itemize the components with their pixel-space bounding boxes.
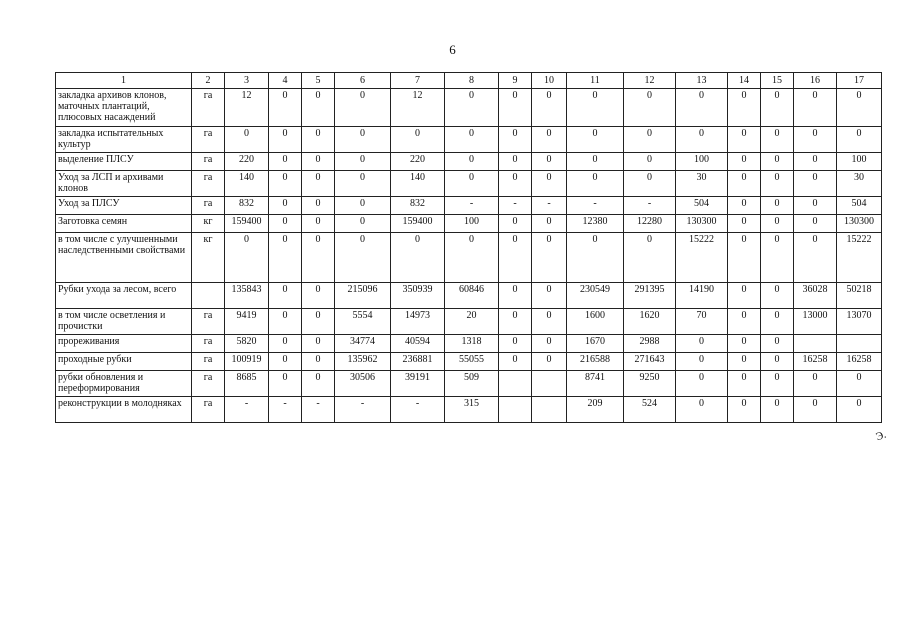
table-cell: 0	[728, 197, 761, 215]
unit-cell: га	[192, 153, 225, 171]
table-cell: 0	[391, 233, 445, 283]
table-cell: 0	[624, 127, 676, 153]
table-cell: 0	[761, 371, 794, 397]
table-cell: 0	[335, 153, 391, 171]
table-cell: -	[499, 197, 532, 215]
table-cell: 0	[445, 153, 499, 171]
unit-cell: га	[192, 171, 225, 197]
table-cell: 140	[225, 171, 269, 197]
table-cell: 0	[225, 233, 269, 283]
table-cell: 0	[335, 171, 391, 197]
table-cell: 8685	[225, 371, 269, 397]
table-cell: 0	[532, 89, 567, 127]
table-cell: -	[445, 197, 499, 215]
table-cell: 40594	[391, 335, 445, 353]
row-label: Уход за ПЛСУ	[56, 197, 192, 215]
table-cell: -	[225, 397, 269, 423]
table-cell: 0	[676, 353, 728, 371]
table-cell: 0	[269, 127, 302, 153]
table-cell: 100919	[225, 353, 269, 371]
table-cell: 15222	[676, 233, 728, 283]
table-cell: 0	[302, 335, 335, 353]
row-label: рубки обновления и переформирования	[56, 371, 192, 397]
table-row	[56, 397, 882, 423]
table-cell: 100	[676, 153, 728, 171]
column-header: 6	[335, 73, 391, 89]
table-cell: 0	[532, 309, 567, 335]
table-row	[56, 371, 882, 397]
unit-cell: га	[192, 397, 225, 423]
table-cell: 0	[532, 335, 567, 353]
table-cell: 0	[302, 127, 335, 153]
column-header: 4	[269, 73, 302, 89]
column-header: 15	[761, 73, 794, 89]
table-cell: 0	[761, 335, 794, 353]
table-cell: 0	[728, 335, 761, 353]
table-cell: 0	[499, 89, 532, 127]
column-header: 3	[225, 73, 269, 89]
table-cell	[499, 371, 532, 397]
table-cell: 0	[794, 153, 837, 171]
table-cell: 1600	[567, 309, 624, 335]
table-cell: 504	[837, 197, 882, 215]
table-cell: 0	[837, 127, 882, 153]
table-cell: 0	[269, 171, 302, 197]
column-header: 12	[624, 73, 676, 89]
table-cell: 0	[269, 335, 302, 353]
table-cell: 0	[837, 371, 882, 397]
table-cell: 0	[761, 171, 794, 197]
table-cell: 0	[728, 309, 761, 335]
table-cell: 0	[302, 171, 335, 197]
table-cell: -	[624, 197, 676, 215]
column-header: 7	[391, 73, 445, 89]
table-cell: 350939	[391, 283, 445, 309]
table-cell: 60846	[445, 283, 499, 309]
table-cell: 0	[445, 233, 499, 283]
table-cell: 0	[567, 153, 624, 171]
table-cell: 0	[499, 171, 532, 197]
table-cell: 0	[445, 171, 499, 197]
table-cell: 0	[728, 215, 761, 233]
table-cell: 159400	[225, 215, 269, 233]
row-label: прореживания	[56, 335, 192, 353]
column-header: 10	[532, 73, 567, 89]
table-cell: 70	[676, 309, 728, 335]
table-row	[56, 233, 882, 283]
table-cell: 220	[391, 153, 445, 171]
table-row	[56, 153, 882, 171]
table-cell: 0	[532, 127, 567, 153]
table-cell: 0	[728, 153, 761, 171]
table-cell: 0	[302, 89, 335, 127]
table-row	[56, 283, 882, 309]
table-cell	[532, 397, 567, 423]
table-cell: 0	[761, 397, 794, 423]
table-cell	[794, 335, 837, 353]
table-cell: 0	[794, 371, 837, 397]
table-cell: 0	[445, 89, 499, 127]
table-cell: 9419	[225, 309, 269, 335]
table-cell: 0	[532, 153, 567, 171]
table-cell: 130300	[837, 215, 882, 233]
column-header: 17	[837, 73, 882, 89]
table-cell: 1620	[624, 309, 676, 335]
table-cell	[499, 397, 532, 423]
unit-cell	[192, 283, 225, 309]
column-header: 16	[794, 73, 837, 89]
unit-cell: га	[192, 353, 225, 371]
table-cell: 0	[335, 89, 391, 127]
table-cell: 0	[302, 233, 335, 283]
table-cell: 0	[532, 283, 567, 309]
table-cell: -	[269, 397, 302, 423]
table-cell: 0	[302, 283, 335, 309]
table-cell: 0	[335, 215, 391, 233]
table-cell: 0	[761, 233, 794, 283]
table-cell: 5554	[335, 309, 391, 335]
table-cell: 0	[624, 153, 676, 171]
table-cell: 0	[567, 233, 624, 283]
table-cell: 0	[532, 233, 567, 283]
table-cell: 30506	[335, 371, 391, 397]
table-cell: 0	[761, 215, 794, 233]
report-table	[55, 72, 882, 423]
table-cell: 315	[445, 397, 499, 423]
table-cell: 509	[445, 371, 499, 397]
unit-cell: кг	[192, 233, 225, 283]
table-cell: 159400	[391, 215, 445, 233]
table-cell: -	[532, 197, 567, 215]
table-cell: 0	[761, 127, 794, 153]
table-cell: 271643	[624, 353, 676, 371]
table-cell: 504	[676, 197, 728, 215]
table-row	[56, 197, 882, 215]
table-cell: 0	[676, 127, 728, 153]
table-cell: 0	[499, 127, 532, 153]
row-label: Рубки ухода за лесом, всего	[56, 283, 192, 309]
table-cell: 0	[499, 283, 532, 309]
table-row	[56, 309, 882, 335]
column-header: 9	[499, 73, 532, 89]
table-cell: 12380	[567, 215, 624, 233]
table-cell: 0	[728, 89, 761, 127]
table-cell: 14190	[676, 283, 728, 309]
column-header: 5	[302, 73, 335, 89]
table-cell: 14973	[391, 309, 445, 335]
table-cell: 0	[624, 233, 676, 283]
table-cell: 16258	[794, 353, 837, 371]
table-cell: 0	[794, 171, 837, 197]
table-cell: 140	[391, 171, 445, 197]
row-label: закладка архивов клонов, маточных плантаций, плюсовых насаждений	[56, 89, 192, 127]
table-cell: 0	[761, 283, 794, 309]
table-row	[56, 353, 882, 371]
table-cell: 8741	[567, 371, 624, 397]
table-cell	[532, 371, 567, 397]
table-cell: 0	[499, 153, 532, 171]
table-cell: -	[391, 397, 445, 423]
table-cell: 0	[335, 197, 391, 215]
table-cell: 0	[837, 89, 882, 127]
table-cell: 0	[761, 353, 794, 371]
table-cell: 0	[269, 215, 302, 233]
table-cell: 0	[225, 127, 269, 153]
table-cell: 12	[391, 89, 445, 127]
column-header: 2	[192, 73, 225, 89]
table-cell: 13070	[837, 309, 882, 335]
table-cell: 832	[225, 197, 269, 215]
table-cell: 9250	[624, 371, 676, 397]
table-cell: 15222	[837, 233, 882, 283]
table-cell: -	[335, 397, 391, 423]
table-cell: 0	[567, 127, 624, 153]
table-cell: 0	[532, 215, 567, 233]
table-cell: 0	[302, 371, 335, 397]
table-cell: 12280	[624, 215, 676, 233]
table-header-row	[56, 73, 882, 89]
table-cell: 0	[499, 215, 532, 233]
table-cell: 12	[225, 89, 269, 127]
table-row	[56, 127, 882, 153]
row-label: проходные рубки	[56, 353, 192, 371]
table-cell: 0	[761, 197, 794, 215]
table-cell: 832	[391, 197, 445, 215]
table-cell: 30	[837, 171, 882, 197]
table-cell: 2988	[624, 335, 676, 353]
table-cell: 0	[302, 309, 335, 335]
table-cell: 0	[269, 371, 302, 397]
table-cell: -	[567, 197, 624, 215]
column-header: 8	[445, 73, 499, 89]
table-cell: 0	[269, 89, 302, 127]
table-cell: 0	[837, 397, 882, 423]
table-cell: 0	[532, 353, 567, 371]
table-cell: 0	[624, 171, 676, 197]
table-cell: 0	[499, 353, 532, 371]
table-cell: 0	[302, 353, 335, 371]
table-cell: 34774	[335, 335, 391, 353]
table-cell: 100	[837, 153, 882, 171]
table-cell: 0	[761, 153, 794, 171]
column-header: 13	[676, 73, 728, 89]
table-cell: 0	[335, 127, 391, 153]
unit-cell: га	[192, 371, 225, 397]
table-row	[56, 171, 882, 197]
table-cell: 0	[532, 171, 567, 197]
table-cell: 0	[499, 309, 532, 335]
table-cell: 0	[676, 397, 728, 423]
table-cell: 209	[567, 397, 624, 423]
table-cell: 0	[269, 353, 302, 371]
table-cell: 215096	[335, 283, 391, 309]
unit-cell: га	[192, 197, 225, 215]
table-cell: 0	[676, 371, 728, 397]
table-cell: 0	[728, 371, 761, 397]
unit-cell: га	[192, 335, 225, 353]
table-cell: 291395	[624, 283, 676, 309]
table-cell: 0	[794, 127, 837, 153]
unit-cell: кг	[192, 215, 225, 233]
table-cell: 0	[391, 127, 445, 153]
table-cell: 0	[567, 171, 624, 197]
page-number: 6	[449, 42, 456, 57]
row-label: реконструкции в молодняках	[56, 397, 192, 423]
table-cell: 0	[269, 197, 302, 215]
table-cell: 0	[728, 283, 761, 309]
table-cell: 0	[761, 89, 794, 127]
table-cell: 0	[269, 233, 302, 283]
table-cell: 0	[728, 171, 761, 197]
table-cell: 236881	[391, 353, 445, 371]
column-header: 14	[728, 73, 761, 89]
unit-cell: га	[192, 309, 225, 335]
table-cell: 0	[794, 233, 837, 283]
table-cell: 135962	[335, 353, 391, 371]
table-cell: 0	[794, 397, 837, 423]
table-cell: 0	[445, 127, 499, 153]
table-cell: 230549	[567, 283, 624, 309]
table-cell: 0	[728, 397, 761, 423]
column-header: 11	[567, 73, 624, 89]
table-cell: 16258	[837, 353, 882, 371]
table-cell: 524	[624, 397, 676, 423]
table-cell: 130300	[676, 215, 728, 233]
table-cell: 20	[445, 309, 499, 335]
row-label: закладка испытательных культур	[56, 127, 192, 153]
table-cell: 0	[302, 215, 335, 233]
row-label: Уход за ЛСП и архивами клонов	[56, 171, 192, 197]
table-cell: 13000	[794, 309, 837, 335]
row-label: выделение ПЛСУ	[56, 153, 192, 171]
unit-cell: га	[192, 127, 225, 153]
table-cell: 0	[794, 89, 837, 127]
table-cell: 0	[499, 335, 532, 353]
table-cell: 0	[761, 309, 794, 335]
table-cell: 0	[269, 153, 302, 171]
table-cell: 55055	[445, 353, 499, 371]
table-cell: 0	[794, 197, 837, 215]
table-cell: 100	[445, 215, 499, 233]
table-cell: 0	[728, 353, 761, 371]
row-label: в том числе осветления и прочистки	[56, 309, 192, 335]
table-cell: 0	[302, 197, 335, 215]
table-row	[56, 89, 882, 127]
table-cell: 0	[728, 127, 761, 153]
table-cell: 1670	[567, 335, 624, 353]
handwritten-margin-mark: Э.	[874, 428, 888, 444]
table-cell: 36028	[794, 283, 837, 309]
table-cell: 1318	[445, 335, 499, 353]
table-cell: 5820	[225, 335, 269, 353]
table-cell: 0	[624, 89, 676, 127]
table-row	[56, 335, 882, 353]
row-label: Заготовка семян	[56, 215, 192, 233]
table-cell: 0	[676, 89, 728, 127]
table-cell: 0	[269, 283, 302, 309]
unit-cell: га	[192, 89, 225, 127]
table-row	[56, 215, 882, 233]
table-cell: 135843	[225, 283, 269, 309]
table-cell: 39191	[391, 371, 445, 397]
table-cell: 216588	[567, 353, 624, 371]
table-cell: 0	[567, 89, 624, 127]
table-cell: -	[302, 397, 335, 423]
table-cell: 50218	[837, 283, 882, 309]
table-cell: 0	[676, 335, 728, 353]
table-cell: 0	[302, 153, 335, 171]
column-header: 1	[56, 73, 192, 89]
table-cell: 0	[335, 233, 391, 283]
table-cell	[837, 335, 882, 353]
table-cell: 220	[225, 153, 269, 171]
row-label: в том числе с улучшенными наследственными свойствами	[56, 233, 192, 283]
table-cell: 0	[794, 215, 837, 233]
table-cell: 0	[269, 309, 302, 335]
table-cell: 0	[499, 233, 532, 283]
table-cell: 30	[676, 171, 728, 197]
table-cell: 0	[728, 233, 761, 283]
